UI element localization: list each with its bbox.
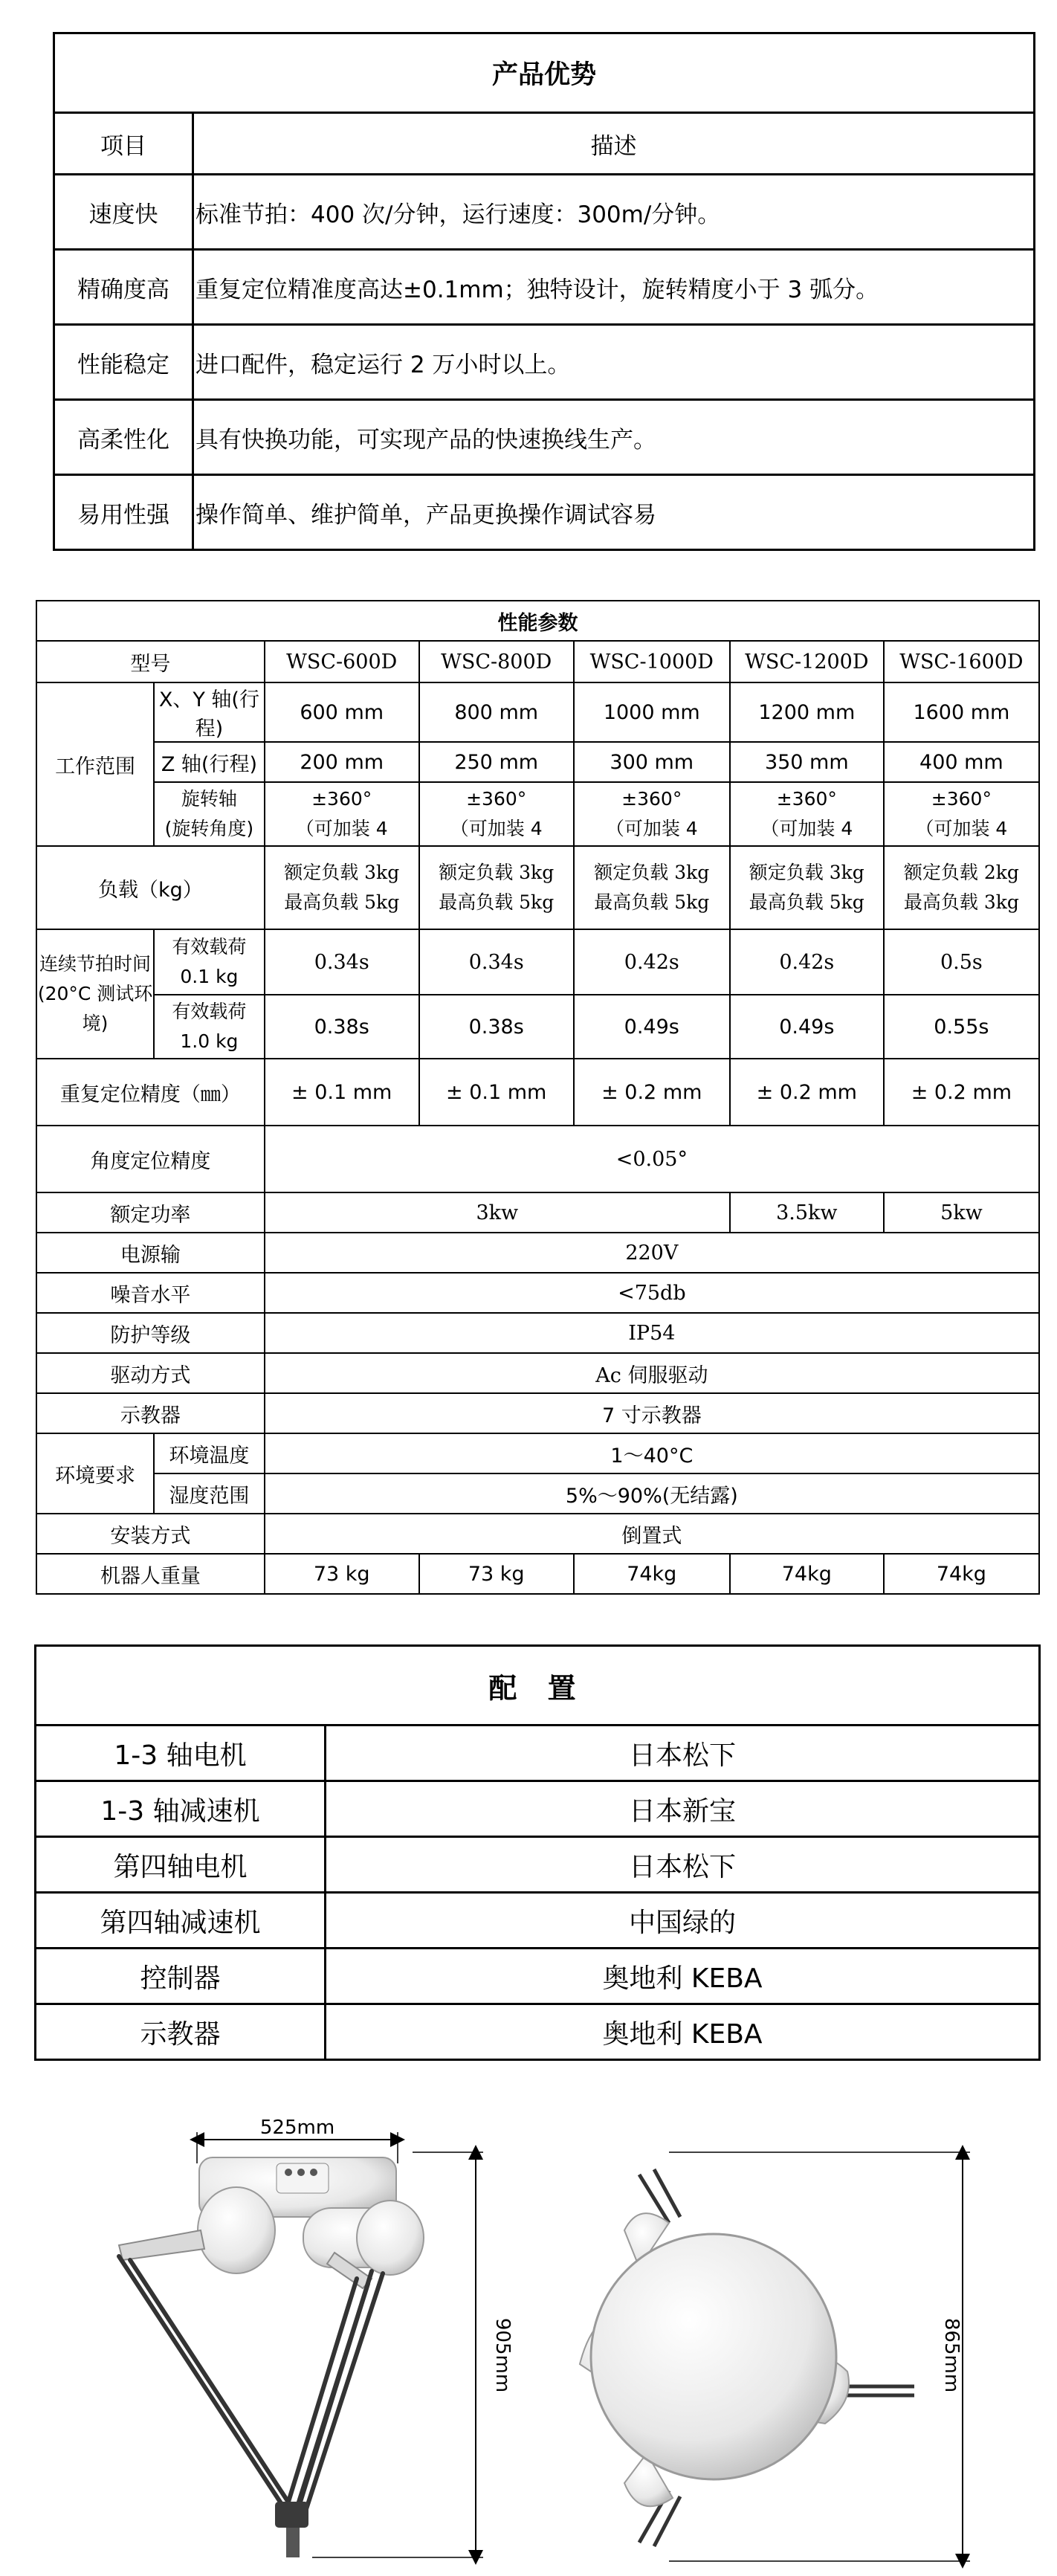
config-table [34,1644,1041,2061]
advantage-item: 速度快 [54,175,193,250]
rotation-value-line1: ±360° [931,788,992,810]
rotation-label-line2: (旋转角度) [164,818,254,839]
model-name: WSC-600D [265,641,419,682]
load-max: 最高负载 5kg [594,891,710,913]
power-value: 3kw [265,1192,730,1233]
config-value: 奥地利 KEBA [326,2004,1040,2060]
advantage-item: 精确度高 [54,250,193,325]
z-label: Z 轴(行程) [154,742,265,782]
z-value: 400 mm [884,742,1039,782]
config-name: 示教器 [36,2004,326,2060]
load-rated: 额定负载 2kg [903,862,1019,883]
xy-value: 1200 mm [730,682,884,742]
supply-label: 电源输 [36,1233,265,1273]
weight-value: 74kg [574,1554,730,1594]
noise-label: 噪音水平 [36,1273,265,1313]
drive-value: Ac 伺服驱动 [265,1353,1039,1393]
model-label: 型号 [36,641,265,682]
repeat-accuracy-value: ± 0.2 mm [884,1059,1039,1126]
model-name: WSC-800D [419,641,574,682]
load-value [574,846,730,929]
environment-label: 环境要求 [36,1433,154,1514]
rotation-label-line1: 旋转轴 [181,788,237,810]
config-name: 第四轴电机 [36,1837,326,1893]
advantage-desc: 具有快换功能，可实现产品的快速换线生产。 [193,400,1035,475]
config-name: 1-3 轴电机 [36,1726,326,1781]
performance-table [36,600,1040,1595]
humidity-label: 湿度范围 [154,1473,265,1514]
advantage-item: 性能稳定 [54,325,193,400]
performance-title: 性能参数 [36,601,1039,641]
advantage-desc: 操作简单、维护简单，产品更换操作调试容易 [193,475,1035,550]
payload-label-text: 有效载荷 [172,936,247,958]
temperature-value: 1～40°C [265,1433,1039,1473]
top-dimension-label: 865mm [940,2317,963,2393]
model-name: WSC-1600D [884,641,1039,682]
load-rated: 额定负载 3kg [749,862,864,883]
rotation-value-line1: ±360° [776,788,837,810]
load-rated: 额定负载 3kg [594,862,710,883]
advantage-item: 高柔性化 [54,400,193,475]
robot-top-view [580,2152,970,2561]
load-max: 最高负载 5kg [749,891,864,913]
cycle-value: 0.5s [884,929,1039,995]
payload-weight: 0.1 kg [180,966,239,987]
load-label: 负载（kg） [36,846,265,929]
repeat-accuracy-value: ± 0.2 mm [574,1059,730,1126]
install-label: 安装方式 [36,1514,265,1554]
rotation-value-line2: （可加装 4 [760,818,853,839]
cycle-time-label-line2: (20°C 测试环境) [37,983,153,1034]
rotation-value-line1: ±360° [621,788,682,810]
cycle-value: 0.38s [419,995,574,1059]
xy-value: 800 mm [419,682,574,742]
model-name: WSC-1000D [574,641,730,682]
config-value: 中国绿的 [326,1893,1040,1949]
config-name: 控制器 [36,1949,326,2004]
advantage-item: 易用性强 [54,475,193,550]
load-value [265,846,419,929]
config-name: 第四轴减速机 [36,1893,326,1949]
repeat-accuracy-value: ± 0.1 mm [265,1059,419,1126]
supply-value: 220V [265,1233,1039,1273]
payload-label [154,929,265,995]
load-max: 最高负载 3kg [903,891,1019,913]
load-value [730,846,884,929]
rotation-value [730,782,884,846]
z-value: 250 mm [419,742,574,782]
weight-label: 机器人重量 [36,1554,265,1594]
power-value: 5kw [884,1192,1039,1233]
weight-value: 74kg [884,1554,1039,1594]
pendant-value: 7 寸示教器 [265,1393,1039,1433]
advantage-desc: 重复定位精准度高达±0.1mm；独特设计，旋转精度小于 3 弧分。 [193,250,1035,325]
install-value: 倒置式 [265,1514,1039,1554]
cycle-value: 0.49s [730,995,884,1059]
power-value: 3.5kw [730,1192,884,1233]
z-value: 200 mm [265,742,419,782]
rotation-value [574,782,730,846]
weight-value: 73 kg [265,1554,419,1594]
advantage-desc: 进口配件，稳定运行 2 万小时以上。 [193,325,1035,400]
cycle-time-label-line1: 连续节拍时间 [39,953,152,975]
rotation-value-line1: ±360° [466,788,527,810]
rotation-value [419,782,574,846]
protection-label: 防护等级 [36,1313,265,1353]
cycle-value: 0.34s [265,929,419,995]
config-value: 奥地利 KEBA [326,1949,1040,2004]
weight-value: 74kg [730,1554,884,1594]
drive-label: 驱动方式 [36,1353,265,1393]
cycle-value: 0.49s [574,995,730,1059]
config-title: 配 置 [36,1646,1040,1726]
work-range-label: 工作范围 [36,682,154,846]
repeat-accuracy-label: 重复定位精度（㎜） [36,1059,265,1126]
rotation-value-line2: （可加装 4 [450,818,543,839]
payload-weight: 1.0 kg [180,1030,239,1052]
cycle-value: 0.42s [730,929,884,995]
protection-value: IP54 [265,1313,1039,1353]
config-value: 日本松下 [326,1726,1040,1781]
load-value [419,846,574,929]
load-rated: 额定负载 3kg [439,862,555,883]
power-label: 额定功率 [36,1192,265,1233]
pendant-label: 示教器 [36,1393,265,1433]
config-name: 1-3 轴减速机 [36,1781,326,1837]
load-max: 最高负载 5kg [439,891,555,913]
z-value: 350 mm [730,742,884,782]
repeat-accuracy-value: ± 0.1 mm [419,1059,574,1126]
rotation-value-line1: ±360° [311,788,372,810]
rotation-value [884,782,1039,846]
width-dimension-label: 525mm [259,2119,335,2139]
height-dimension-label: 905mm [491,2317,514,2393]
payload-label [154,995,265,1059]
payload-label-text: 有效载荷 [172,1001,247,1022]
load-value [884,846,1039,929]
robot-drawings [0,2119,1057,2576]
noise-value: <75db [265,1273,1039,1313]
rotation-value [265,782,419,846]
robot-side-view [119,2119,514,2557]
cycle-value: 0.42s [574,929,730,995]
model-name: WSC-1200D [730,641,884,682]
angle-accuracy-label: 角度定位精度 [36,1126,265,1192]
angle-accuracy-value: <0.05° [265,1126,1039,1192]
temperature-label: 环境温度 [154,1433,265,1473]
load-rated: 额定负载 3kg [284,862,400,883]
advantage-desc: 标准节拍：400 次/分钟，运行速度：300m/分钟。 [193,175,1035,250]
cycle-value: 0.55s [884,995,1039,1059]
advantages-header-desc: 描述 [193,113,1035,175]
rotation-value-line2: （可加装 4 [605,818,698,839]
xy-label: X、Y 轴(行程) [154,682,265,742]
advantages-title: 产品优势 [54,33,1035,113]
weight-value: 73 kg [419,1554,574,1594]
xy-value: 1000 mm [574,682,730,742]
cycle-value: 0.34s [419,929,574,995]
xy-value: 600 mm [265,682,419,742]
z-value: 300 mm [574,742,730,782]
cycle-value: 0.38s [265,995,419,1059]
humidity-value: 5%～90%(无结露) [265,1473,1039,1514]
rotation-value-line2: （可加装 4 [295,818,388,839]
rotation-value-line2: （可加装 4 [915,818,1008,839]
cycle-time-label [36,929,154,1059]
advantages-table [53,32,1035,551]
config-value: 日本新宝 [326,1781,1040,1837]
advantages-header-item: 项目 [54,113,193,175]
config-value: 日本松下 [326,1837,1040,1893]
rotation-label [154,782,265,846]
xy-value: 1600 mm [884,682,1039,742]
repeat-accuracy-value: ± 0.2 mm [730,1059,884,1126]
load-max: 最高负载 5kg [284,891,400,913]
